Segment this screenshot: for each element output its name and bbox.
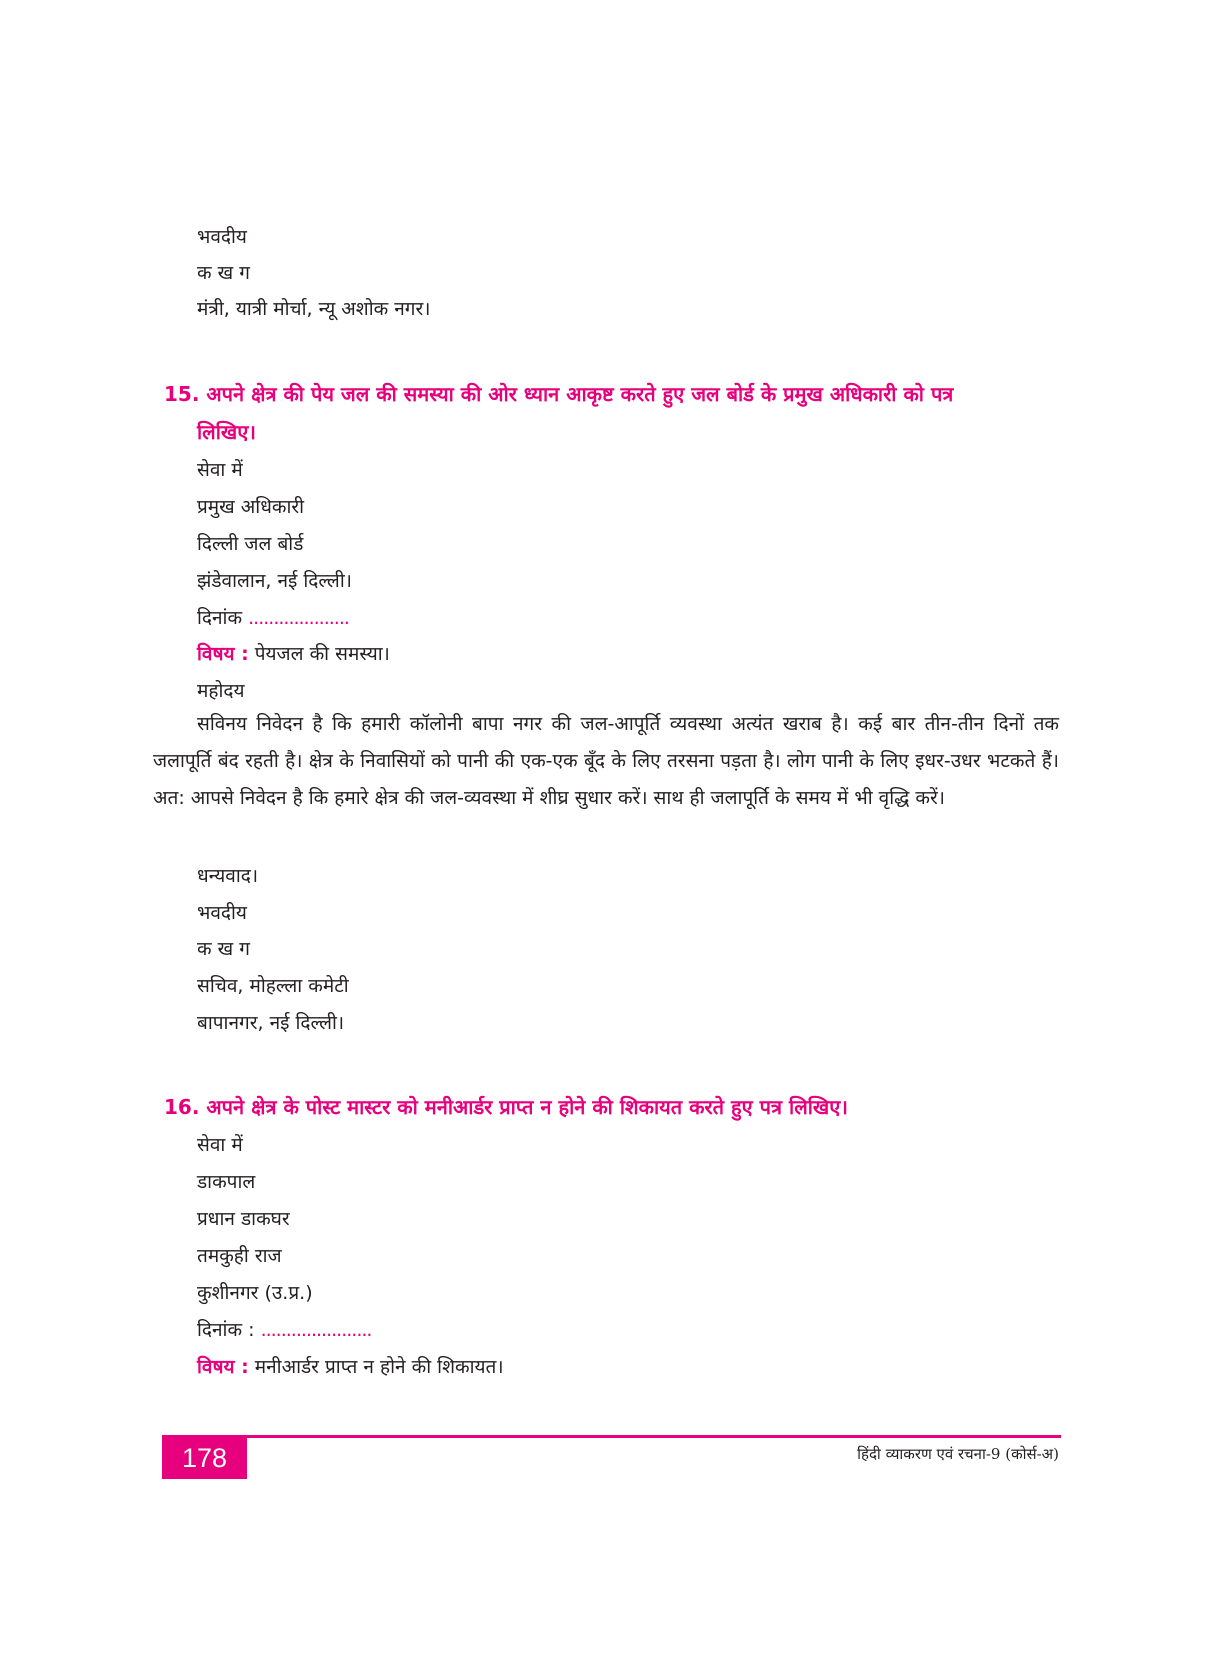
q15-date-label: दिनांक [197,607,243,629]
q15-sender-name: क ख ग [197,938,250,960]
sign-off-prev: भवदीय [197,226,247,248]
q16-date-dots: ...................... [260,1319,372,1341]
sender-designation-prev: मंत्री, यात्री मोर्चा, न्यू अशोक नगर। [197,298,431,320]
q15-addressee-4: झंडेवालान, नई दिल्ली। [197,570,352,592]
q15-subject [197,641,390,667]
q15-title-line2: लिखिए। [197,420,256,444]
q15-sender-designation: सचिव, मोहल्ला कमेटी [197,975,349,997]
q15-addressee-1: सेवा में [197,459,243,481]
q15-body: सविनय निवेदन है कि हमारी कॉलोनी बापा नगर की जल-आपूर्ति व्यवस्था अत्यंत खराब है। कई बार तीन-तीन दिनों तक जलापूर्ति बंद रहती है। क्षेत्र के निवासियों को पानी की एक-एक बूँद के लिए तरसना पड़ता है। लोग पानी के लिए इधर-उधर भटकते हैं। अत: आपसे निवेदन है कि हमारे क्षेत्र की जल-व्यवस्था में शीघ्र सुधार करें। साथ ही जलापूर्ति के समय में भी वृद्धि करें। [153,713,1059,809]
q15-sender-address: बापानगर, नई दिल्ली। [197,1012,345,1034]
q16-addressee-4: तमकुही राज [197,1245,282,1267]
footer-book-title: हिंदी व्याकरण एवं रचना-9 (कोर्स-अ) [857,1445,1059,1463]
q16-date-label: दिनांक : [197,1319,255,1341]
q15-subject-text: पेयजल की समस्या। [254,643,390,665]
q16-date [197,1317,371,1343]
q16-addressee-3: प्रधान डाकघर [197,1208,290,1230]
q15-thanks: धन्यवाद। [197,865,259,887]
q15-number: 15. [164,382,200,406]
q15-sign-off: भवदीय [197,902,247,924]
sender-name-prev: क ख ग [197,262,250,284]
q16-title: अपने क्षेत्र के पोस्ट मास्टर को मनीआर्डर प्राप्त न होने की शिकायत करते हुए पत्र लिखिए। [206,1095,848,1119]
q16-number: 16. [164,1095,200,1119]
q15-date [197,605,349,631]
q16-heading [164,1092,848,1122]
q16-addressee-1: सेवा में [197,1134,243,1156]
q15-heading [164,379,953,409]
q15-date-dots: .................... [248,607,349,629]
q15-title-line1: अपने क्षेत्र की पेय जल की समस्या की ओर ध्यान आकृष्ट करते हुए जल बोर्ड के प्रमुख अधिकारी को पत्र [206,382,954,406]
page-number: 178 [162,1437,247,1479]
q16-addressee-2: डाकपाल [197,1171,256,1193]
q16-subject-label: विषय : [197,1356,249,1378]
q15-addressee-2: प्रमुख अधिकारी [197,496,305,518]
q15-addressee-3: दिल्ली जल बोर्ड [197,533,304,555]
q15-salutation: महोदय [197,680,245,702]
q16-subject-text: मनीआर्डर प्राप्त न होने की शिकायत। [254,1356,504,1378]
q16-subject [197,1354,504,1380]
footer-rule [162,1435,1061,1438]
q15-subject-label: विषय : [197,643,249,665]
q16-addressee-5: कुशीनगर (उ.प्र.) [197,1282,313,1304]
